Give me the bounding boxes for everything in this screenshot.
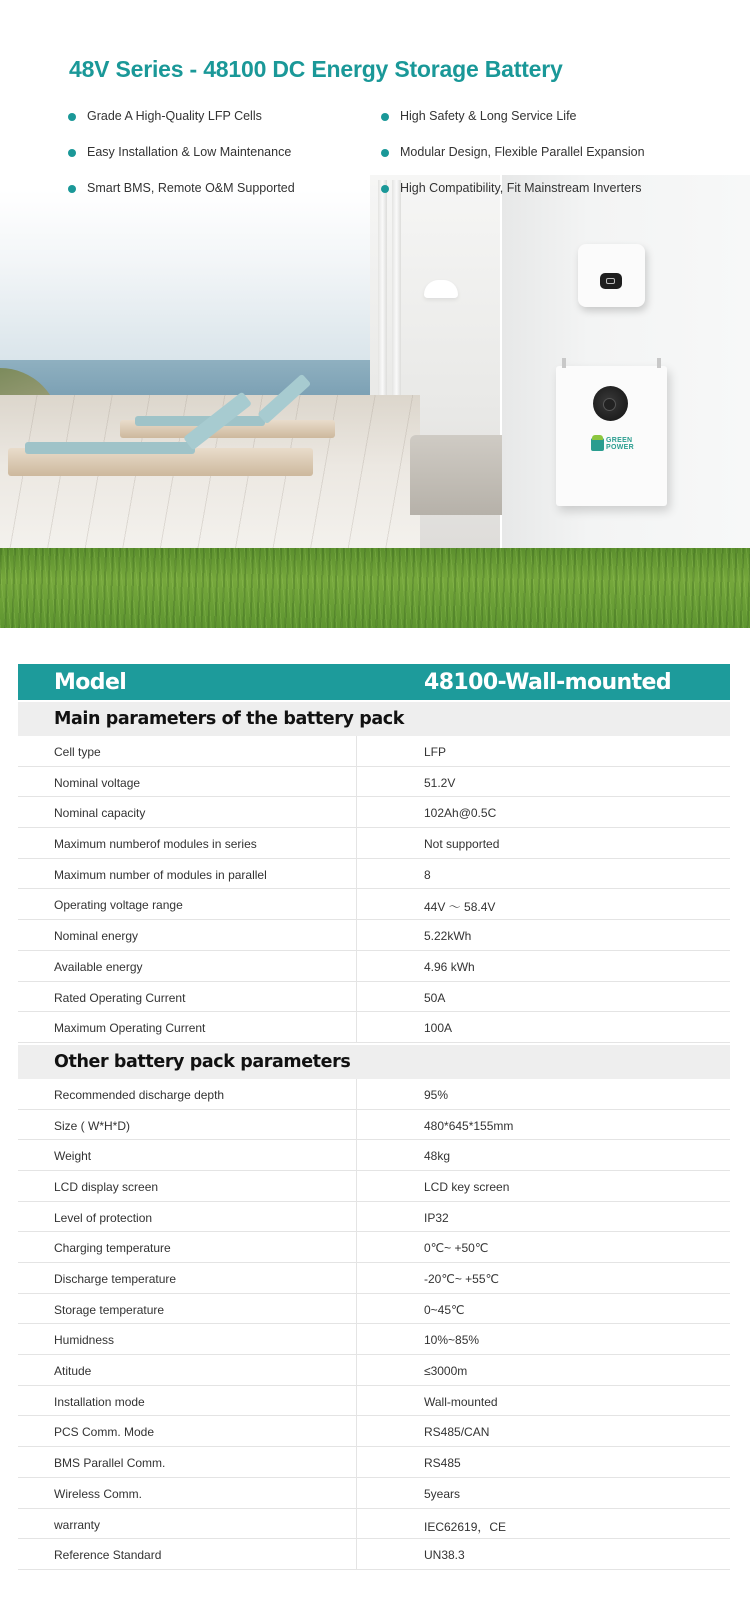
feature-text: High Safety & Long Service Life <box>400 109 577 123</box>
table-row <box>18 1140 730 1171</box>
param-value: 48kg <box>424 1149 451 1164</box>
header-model: 48100-Wall-mounted <box>424 670 671 695</box>
param-name: Maximum numberof modules in series <box>54 837 257 852</box>
table-row <box>18 797 730 828</box>
spec-table <box>18 664 730 1570</box>
feature-item <box>87 145 291 159</box>
feature-text: Modular Design, Flexible Parallel Expansion <box>400 145 645 159</box>
sofa <box>410 435 505 515</box>
param-value: IP32 <box>424 1210 449 1225</box>
lawn-texture <box>0 548 750 628</box>
param-value: Wall-mounted <box>424 1394 498 1409</box>
table-row <box>18 1386 730 1417</box>
param-name: Operating voltage range <box>54 898 183 913</box>
table-row <box>18 1294 730 1325</box>
battery-logo-text: GREEN POWER <box>606 437 634 451</box>
section-heading <box>18 702 730 736</box>
param-value: LFP <box>424 745 447 759</box>
table-row <box>18 1110 730 1141</box>
feature-item <box>400 181 642 195</box>
feature-item <box>87 109 262 123</box>
table-row <box>18 736 730 767</box>
param-name: Maximum Operating Current <box>54 1021 206 1036</box>
feature-text: High Compatibility, Fit Mainstream Inverters <box>400 181 642 195</box>
table-row <box>18 1012 730 1043</box>
param-value: 51.2V <box>424 775 456 790</box>
param-name: Rated Operating Current <box>54 990 186 1005</box>
param-value: IEC62619，CE <box>424 1519 507 1534</box>
table-row <box>18 1355 730 1386</box>
table-row <box>18 951 730 982</box>
param-name: Level of protection <box>54 1210 153 1225</box>
hero-banner <box>0 0 750 628</box>
param-name: Available energy <box>54 959 143 974</box>
param-name: warranty <box>54 1517 101 1532</box>
table-row <box>18 767 730 798</box>
param-name: BMS Parallel Comm. <box>54 1456 166 1471</box>
param-name: Wireless Comm. <box>54 1486 143 1501</box>
param-value: 0~45℃ <box>424 1302 465 1317</box>
table-row <box>18 920 730 951</box>
table-row <box>18 1324 730 1355</box>
table-header <box>18 664 730 700</box>
bullet-dot-icon <box>68 185 76 193</box>
param-name: Maximum number of modules in parallel <box>54 867 267 882</box>
table-row <box>18 1202 730 1233</box>
sea <box>0 360 400 400</box>
wall-battery <box>556 366 667 506</box>
section-title: Main parameters of the battery pack <box>54 709 404 729</box>
table-row <box>18 1539 730 1570</box>
table-row <box>18 1232 730 1263</box>
param-name: Atitude <box>54 1364 92 1379</box>
table-row <box>18 1509 730 1540</box>
table-row <box>18 1263 730 1294</box>
param-value: 4.96 kWh <box>424 959 475 974</box>
param-value: 5.22kWh <box>424 929 472 944</box>
table-row <box>18 828 730 859</box>
table-row <box>18 889 730 920</box>
table-row <box>18 1171 730 1202</box>
param-value: UN38.3 <box>424 1548 465 1563</box>
hero-scene-image <box>0 0 750 628</box>
param-name: Discharge temperature <box>54 1272 177 1286</box>
param-value: -20℃~ +55℃ <box>424 1272 499 1286</box>
param-value: 10%~85% <box>424 1333 480 1348</box>
param-value: Not supported <box>424 837 500 852</box>
param-name: Installation mode <box>54 1394 145 1409</box>
table-row <box>18 859 730 890</box>
feature-text: Easy Installation & Low Maintenance <box>87 145 292 159</box>
param-name: Weight <box>54 1149 92 1164</box>
param-value: 95% <box>424 1087 449 1102</box>
param-name: Nominal capacity <box>54 806 146 821</box>
param-name: Cell type <box>54 745 101 759</box>
power-knob-icon <box>593 386 628 421</box>
param-name: Charging temperature <box>54 1241 171 1256</box>
mount-bracket <box>562 358 566 368</box>
bullet-dot-icon <box>381 185 389 193</box>
table-row <box>18 1478 730 1509</box>
feature-item <box>400 109 577 123</box>
param-name: Reference Standard <box>54 1548 162 1563</box>
mount-bracket <box>657 358 661 368</box>
bullet-dot-icon <box>68 113 76 121</box>
bullet-dot-icon <box>68 149 76 157</box>
spec-sections <box>18 702 730 1570</box>
table-row <box>18 982 730 1013</box>
ceiling-lamp <box>424 280 458 298</box>
param-value: 5years <box>424 1486 461 1501</box>
lounger-cushion <box>25 442 195 454</box>
param-value: 50A <box>424 990 446 1005</box>
page-title: 48V Series - 48100 DC Energy Storage Battery <box>69 56 563 82</box>
feature-text: Grade A High-Quality LFP Cells <box>87 109 262 123</box>
sky <box>0 190 400 365</box>
feature-item <box>400 145 645 159</box>
param-value: RS485/CAN <box>424 1425 490 1440</box>
inverter-display-icon <box>600 273 622 289</box>
bullet-dot-icon <box>381 113 389 121</box>
param-name: Size ( W*H*D) <box>54 1118 131 1133</box>
house-logo-icon <box>591 438 604 451</box>
param-value: ≤3000m <box>424 1364 468 1379</box>
table-row <box>18 1447 730 1478</box>
param-name: Nominal energy <box>54 929 139 944</box>
param-name: Storage temperature <box>54 1302 165 1317</box>
table-row <box>18 1416 730 1447</box>
header-label: Model <box>54 670 127 695</box>
bullet-dot-icon <box>381 149 389 157</box>
feature-item <box>87 181 295 195</box>
param-value: 100A <box>424 1021 453 1036</box>
feature-text: Smart BMS, Remote O&M Supported <box>87 181 295 195</box>
inverter-device <box>578 244 645 307</box>
param-value: LCD key screen <box>424 1179 510 1194</box>
param-value: 480*645*155mm <box>424 1118 514 1133</box>
section-heading <box>18 1045 730 1079</box>
param-name: Humidness <box>54 1333 115 1348</box>
param-name: Nominal voltage <box>54 775 141 790</box>
param-value: 44V ～ 58.4V <box>424 900 496 915</box>
param-value: 0℃~ +50℃ <box>424 1241 489 1256</box>
param-value: RS485 <box>424 1456 461 1471</box>
section-title: Other battery pack parameters <box>54 1051 351 1072</box>
param-name: LCD display screen <box>54 1179 159 1194</box>
param-value: 8 <box>424 867 431 882</box>
param-value: 102Ah@0.5C <box>424 806 497 821</box>
param-name: Recommended discharge depth <box>54 1087 225 1102</box>
table-row <box>18 1079 730 1110</box>
param-name: PCS Comm. Mode <box>54 1425 155 1440</box>
